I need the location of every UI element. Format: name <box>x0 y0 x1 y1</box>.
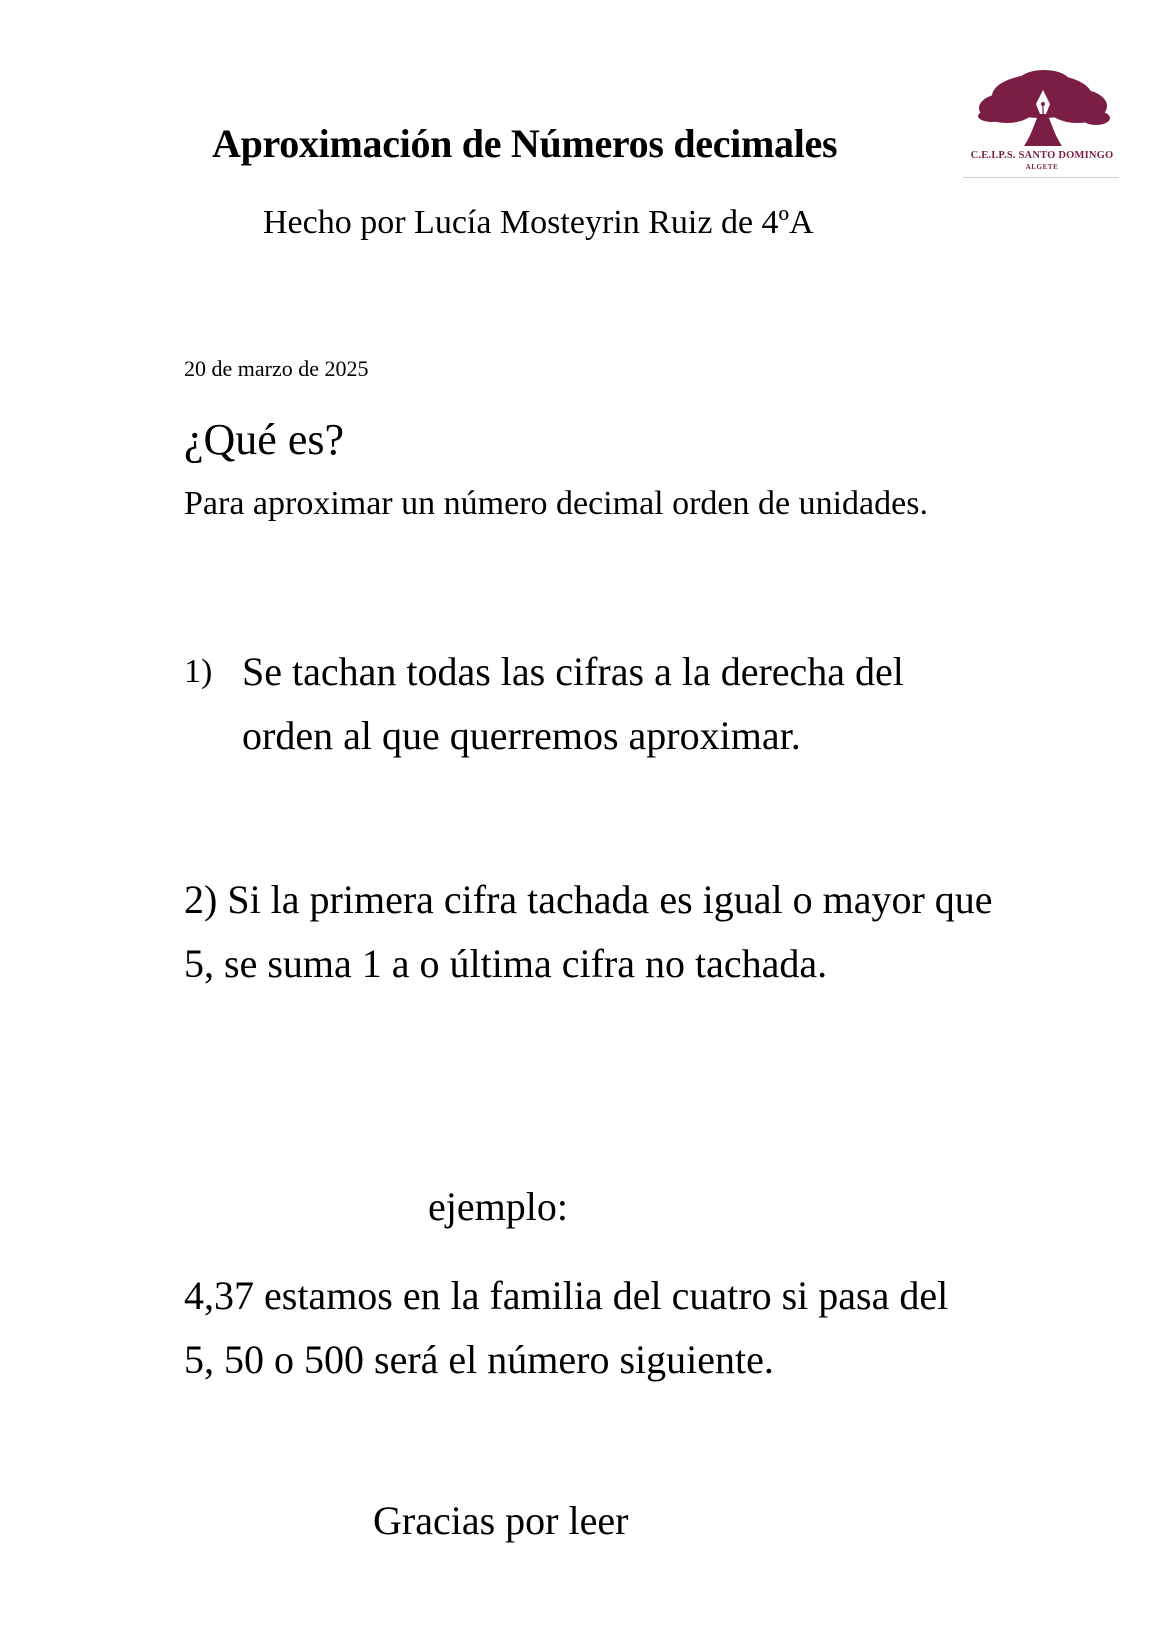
page-title: Aproximación de Números decimales <box>212 121 838 166</box>
logo-divider <box>963 177 1119 178</box>
document-date: 20 de marzo de 2025 <box>184 356 369 381</box>
step-one-text: Se tachan todas las cifras a la derecha del orden al que querremos aproximar. <box>242 649 904 758</box>
closing-text: Gracias por leer <box>373 1498 629 1543</box>
step-one <box>184 640 984 768</box>
example-label: ejemplo: <box>428 1184 568 1229</box>
tree-icon <box>962 68 1122 148</box>
school-logo <box>962 68 1122 180</box>
author-line: Hecho por Lucía Mosteyrin Ruiz de 4ºA <box>263 204 814 241</box>
school-town: ALGETE <box>1025 163 1059 171</box>
intro-paragraph: Para aproximar un número decimal orden de unidades. <box>184 485 928 522</box>
example-text: 4,37 estamos en la familia del cuatro si pasa del 5, 50 o 500 será el número siguiente. <box>184 1273 949 1382</box>
section-heading: ¿Qué es? <box>184 415 345 464</box>
school-name: C.E.I.P.S. SANTO DOMINGO <box>970 150 1114 161</box>
step-one-number: 1) <box>184 653 213 690</box>
step-two-text: 2) Si la primera cifra tachada es igual o mayor que 5, se suma 1 a o última cifra no tachada. <box>184 877 993 986</box>
